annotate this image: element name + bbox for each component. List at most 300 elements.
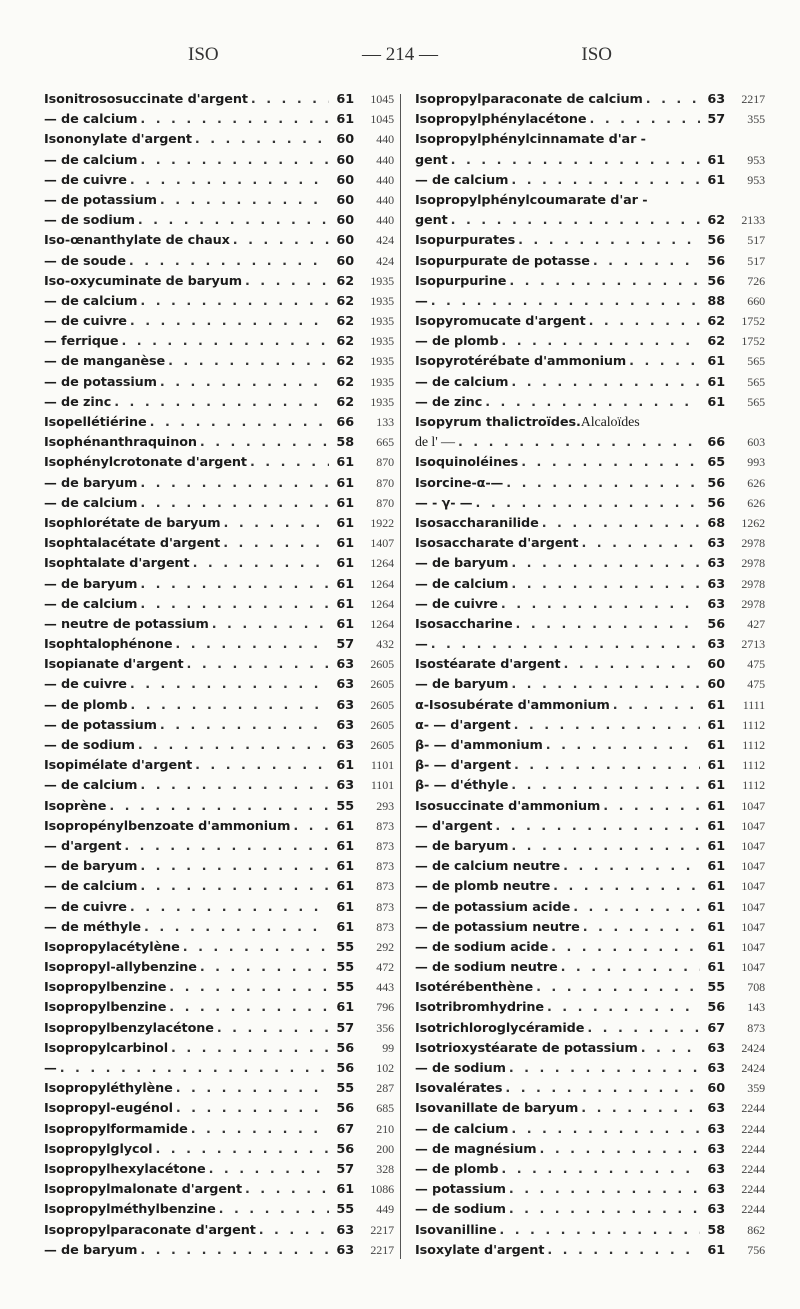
entry-page: 2217: [741, 92, 765, 106]
dot-leader: [593, 254, 700, 269]
header-right-keyword: ISO: [581, 44, 612, 65]
entry-name: — de plomb neutre: [415, 879, 551, 895]
index-entry: [415, 1122, 765, 1142]
index-entry: [44, 455, 394, 475]
entry-page: 440: [376, 132, 394, 147]
index-entry: [44, 354, 394, 374]
entry-name: Isotrichloroglycéramide: [415, 1020, 585, 1036]
entry-name: Isopropylbenzine: [44, 1000, 167, 1016]
entry-volume: 55: [336, 960, 354, 976]
entry-volume: 61: [707, 697, 725, 713]
entry-page: 1935: [370, 293, 394, 308]
entry-name: — de calcium: [44, 152, 138, 168]
index-entry: [415, 92, 765, 112]
entry-volume: 55: [336, 939, 354, 955]
index-entry: [415, 536, 765, 556]
index-entry: [44, 476, 394, 496]
entry-page: 2605: [370, 738, 394, 752]
index-entry: [44, 132, 394, 152]
dot-leader: [590, 112, 700, 127]
index-entry: [44, 677, 394, 697]
dot-leader: [511, 839, 700, 854]
entry-page: 993: [747, 455, 765, 470]
entry-name: — de baryum: [415, 556, 509, 572]
entry-name: Isovanillate de baryum: [415, 1101, 579, 1117]
entry-name: Isopropénylbenzoate d'ammonium: [44, 818, 291, 834]
entry-page: 210: [376, 1121, 394, 1136]
dot-leader: [130, 173, 329, 188]
dot-leader: [501, 597, 700, 612]
entry-name: Isostéarate d'argent: [415, 657, 561, 673]
entry-name: — de plomb: [44, 697, 128, 713]
entry-name: — de calcium: [415, 576, 509, 592]
index-entry: [44, 395, 394, 415]
index-entry: [44, 799, 394, 819]
dot-leader: [193, 556, 329, 571]
entry-volume: 61: [707, 717, 725, 733]
entry-volume: 61: [336, 758, 354, 774]
entry-name: — de baryum: [44, 859, 138, 875]
entry-name: Isopellétiérine: [44, 415, 147, 430]
entry-volume: 55: [336, 980, 354, 996]
dot-leader: [553, 879, 700, 894]
index-entry: [44, 940, 394, 960]
entry-name: — de soude: [44, 253, 126, 269]
dot-leader: [458, 435, 700, 450]
entry-volume: 63: [707, 576, 725, 592]
entry-volume: 63: [336, 657, 354, 673]
index-entry: [415, 637, 765, 657]
entry-page: 292: [376, 939, 394, 954]
entry-name: — potassium: [415, 1182, 506, 1198]
dot-leader: [60, 1061, 329, 1076]
entry-page: 427: [747, 616, 765, 631]
index-entry: [415, 1182, 765, 1202]
entry-name: Isophlorétate de baryum: [44, 515, 221, 531]
entry-name: — de calcium neutre: [415, 859, 561, 875]
entry-volume: 63: [707, 1061, 725, 1076]
entry-name: Isopropylglycol: [44, 1141, 153, 1157]
entry-name: — de sodium: [44, 738, 135, 753]
entry-name: — de sodium acide: [415, 939, 549, 955]
entry-page: 603: [747, 435, 765, 450]
entry-page: 2605: [370, 657, 394, 672]
entry-page: 1112: [742, 738, 765, 752]
entry-volume: 56: [707, 233, 725, 249]
entry-name: — de sodium: [44, 213, 135, 229]
entry-volume: 62: [336, 273, 354, 289]
entry-name: Isovalérates: [415, 1081, 503, 1097]
entry-page: 685: [376, 1101, 394, 1116]
index-column-left: [44, 92, 394, 1263]
entry-volume: 63: [336, 677, 354, 693]
entry-volume: 88: [707, 293, 725, 309]
entry-name: — de cuivre: [44, 172, 127, 188]
entry-name: de l' —: [415, 435, 455, 451]
entry-volume: 56: [707, 253, 725, 269]
entry-page: 873: [376, 879, 394, 894]
dot-leader: [223, 536, 329, 551]
entry-name: Isopimélate d'argent: [44, 758, 193, 774]
entry-name: Isopropylphénylcoumarate d'ar -: [415, 192, 648, 208]
entry-volume: 63: [707, 1202, 725, 1218]
entry-page: 1047: [741, 899, 765, 914]
entry-volume: 57: [707, 112, 725, 128]
entry-volume: 61: [336, 919, 354, 935]
entry-page: 1045: [370, 112, 394, 127]
entry-volume: 61: [336, 536, 354, 552]
dot-leader: [140, 597, 329, 612]
entry-page: 1922: [370, 515, 394, 530]
entry-volume: 56: [707, 475, 725, 491]
entry-page: 665: [376, 435, 394, 450]
dot-leader: [195, 758, 329, 773]
dot-leader: [536, 980, 700, 995]
entry-page: 1935: [370, 334, 394, 349]
dot-leader: [109, 799, 329, 814]
dot-leader: [509, 1182, 700, 1197]
entry-page: 870: [376, 495, 394, 510]
index-entry: [415, 920, 765, 940]
entry-page: 359: [747, 1081, 765, 1096]
dot-leader: [542, 516, 700, 531]
entry-name: — de calcium: [415, 172, 509, 188]
entry-name: — de potassium: [44, 192, 157, 208]
index-entry: [44, 173, 394, 193]
dot-leader: [140, 112, 329, 127]
entry-page: 726: [747, 273, 765, 288]
column-divider: [400, 94, 401, 1259]
dot-leader: [140, 153, 329, 168]
dot-leader: [219, 1202, 329, 1217]
dot-leader: [431, 294, 700, 309]
index-entry: [44, 1101, 394, 1121]
index-entry: [415, 213, 765, 233]
entry-name: — de sodium: [415, 1061, 506, 1076]
entry-page: 356: [376, 1020, 394, 1035]
entry-volume: 60: [336, 213, 354, 229]
index-entry: [415, 556, 765, 576]
entry-name: Isosaccharine: [415, 616, 513, 632]
entry-volume: 57: [336, 1161, 354, 1177]
entry-name: Isopropylacétylène: [44, 939, 180, 955]
entry-volume: 61: [336, 92, 354, 107]
index-entry: [44, 577, 394, 597]
index-entry: [415, 173, 765, 193]
entry-page: 2217: [370, 1242, 394, 1257]
entry-page: 1264: [370, 616, 394, 631]
dot-leader: [540, 1142, 700, 1157]
entry-page: 1262: [741, 515, 765, 530]
entry-volume: 62: [336, 354, 354, 370]
entry-volume: 63: [707, 1121, 725, 1137]
dot-leader: [511, 677, 700, 692]
page-number: — 214 —: [362, 44, 438, 65]
entry-volume: 62: [707, 334, 725, 350]
entry-page: 708: [747, 980, 765, 995]
index-entry: [415, 677, 765, 697]
dot-leader: [168, 354, 329, 369]
entry-page: 565: [747, 354, 765, 369]
entry-page: 1935: [370, 314, 394, 329]
dot-leader: [176, 1101, 329, 1116]
entry-page: 1407: [370, 536, 394, 551]
dot-leader: [124, 839, 329, 854]
entry-name: — de potassium acide: [415, 899, 571, 915]
dot-leader: [175, 637, 329, 652]
dot-leader: [547, 1000, 700, 1015]
entry-name: gent: [415, 152, 448, 168]
entry-name: — de baryum: [44, 1242, 138, 1258]
entry-name: — de cuivre: [415, 596, 498, 612]
entry-volume: 66: [707, 435, 725, 451]
entry-volume: 62: [707, 213, 725, 229]
index-entry: [44, 1081, 394, 1101]
entry-volume: 60: [336, 192, 354, 208]
index-entry: [44, 1182, 394, 1202]
dot-leader: [169, 980, 329, 995]
dot-leader: [200, 960, 329, 975]
index-entry: [415, 274, 765, 294]
index-entry: [415, 1223, 765, 1243]
entry-volume: 58: [336, 435, 354, 451]
header-left-keyword: ISO: [188, 44, 219, 65]
entry-page: 756: [747, 1242, 765, 1257]
index-entry: [415, 1142, 765, 1162]
index-entry: [415, 698, 765, 718]
entry-page: 2605: [370, 697, 394, 712]
entry-page: 626: [747, 475, 765, 490]
entry-name: — de calcium: [44, 495, 138, 511]
index-entry: [415, 617, 765, 637]
entry-name: — de cuivre: [44, 314, 127, 330]
dot-leader: [511, 173, 700, 188]
dot-leader: [138, 213, 329, 228]
entry-page: 1264: [370, 576, 394, 591]
dot-leader: [140, 496, 329, 511]
index-entry: [415, 799, 765, 819]
entry-volume: 62: [336, 394, 354, 410]
entry-page: 1935: [370, 374, 394, 389]
entry-page: 870: [376, 475, 394, 490]
entry-name: Isoquinoléines: [415, 455, 519, 471]
index-entry: [44, 233, 394, 253]
entry-volume: 65: [707, 455, 725, 471]
entry-name-extra: Alcaloïdes: [580, 415, 640, 430]
entry-page: 2244: [741, 1121, 765, 1136]
dot-leader: [130, 698, 329, 713]
dot-leader: [495, 819, 700, 834]
entry-volume: 63: [707, 556, 725, 572]
index-entry: [44, 920, 394, 940]
index-entry: [415, 193, 765, 213]
entry-page: 1101: [370, 758, 394, 773]
dot-leader: [140, 577, 329, 592]
dot-leader: [518, 233, 700, 248]
entry-volume: 62: [336, 334, 354, 350]
entry-volume: 63: [336, 717, 354, 733]
dot-leader: [233, 233, 329, 248]
entry-name: — de potassium neutre: [415, 919, 580, 935]
entry-name: — de sodium: [415, 1202, 506, 1218]
index-entry: [415, 476, 765, 496]
index-entry: [415, 375, 765, 395]
dot-leader: [245, 1182, 329, 1197]
entry-volume: 61: [336, 515, 354, 531]
entry-name: Isopropylformamide: [44, 1121, 188, 1137]
index-entry: [415, 980, 765, 1000]
dot-leader: [114, 395, 329, 410]
entry-volume: 63: [336, 697, 354, 713]
entry-volume: 61: [336, 818, 354, 834]
index-entry: [415, 1041, 765, 1061]
entry-volume: 56: [336, 1101, 354, 1117]
entry-name: Iso-oxycuminate de baryum: [44, 273, 242, 289]
dot-leader: [150, 415, 329, 430]
entry-page: 1047: [741, 798, 765, 813]
dot-leader: [564, 657, 700, 672]
index-entry: [44, 193, 394, 213]
dot-leader: [629, 354, 700, 369]
entry-page: 1112: [742, 778, 765, 793]
entry-volume: 61: [336, 112, 354, 128]
entry-name: Isopurpurates: [415, 233, 516, 249]
dot-leader: [476, 496, 701, 511]
entry-volume: 61: [336, 495, 354, 511]
dot-leader: [587, 1021, 700, 1036]
entry-name: α-Isosubérate d'ammonium: [415, 697, 610, 713]
index-entry: [44, 738, 394, 758]
dot-leader: [130, 900, 329, 915]
entry-page: 626: [747, 495, 765, 510]
entry-volume: 55: [707, 980, 725, 996]
entry-name: Isopropyl-allybenzine: [44, 960, 197, 976]
entry-volume: 61: [707, 838, 725, 854]
index-entry: [415, 112, 765, 132]
entry-page: 1047: [741, 818, 765, 833]
index-entry: [415, 819, 765, 839]
dot-leader: [138, 738, 329, 753]
entry-name: — de cuivre: [44, 899, 127, 915]
entry-page: 873: [376, 818, 394, 833]
index-entry: [415, 314, 765, 334]
entry-page: 565: [747, 394, 765, 409]
index-entry: [415, 132, 765, 152]
entry-page: 1047: [741, 919, 765, 934]
index-entry: [415, 1081, 765, 1101]
entry-page: 2244: [741, 1161, 765, 1176]
entry-name: — de méthyle: [44, 919, 141, 935]
index-entry: [415, 738, 765, 758]
entry-page: 2978: [741, 576, 765, 591]
index-entry: [415, 1162, 765, 1182]
index-entry: [415, 1000, 765, 1020]
index-entry: [415, 839, 765, 859]
entry-name: —: [415, 293, 428, 309]
dot-leader: [547, 1243, 700, 1258]
entry-page: 472: [376, 960, 394, 975]
entry-volume: 56: [336, 1141, 354, 1157]
index-entry: [44, 516, 394, 536]
entry-volume: 55: [336, 1081, 354, 1097]
entry-page: 424: [376, 253, 394, 268]
index-entry: [44, 657, 394, 677]
entry-page: 873: [376, 838, 394, 853]
index-entry: [44, 536, 394, 556]
entry-volume: 61: [336, 616, 354, 632]
entry-volume: 61: [707, 778, 725, 794]
dot-leader: [511, 375, 700, 390]
entry-name: Iso-œnanthylate de chaux: [44, 233, 230, 249]
entry-volume: 61: [336, 455, 354, 471]
dot-leader: [646, 92, 700, 107]
entry-volume: 63: [336, 738, 354, 753]
dot-leader: [144, 920, 329, 935]
entry-volume: 61: [707, 758, 725, 774]
entry-name: — de calcium: [44, 293, 138, 309]
index-entry: [415, 1202, 765, 1222]
entry-name: — de baryum: [415, 677, 509, 693]
entry-volume: 66: [336, 415, 354, 430]
dot-leader: [140, 778, 329, 793]
entry-page: 2244: [741, 1202, 765, 1217]
entry-volume: 61: [336, 899, 354, 915]
index-entry: [44, 617, 394, 637]
entry-volume: 61: [336, 475, 354, 491]
dot-leader: [176, 1081, 329, 1096]
entry-volume: 63: [707, 92, 725, 107]
dot-leader: [183, 940, 329, 955]
entry-page: 1112: [742, 717, 765, 732]
dot-leader: [551, 940, 700, 955]
entry-volume: 63: [336, 778, 354, 794]
index-entry: [44, 1021, 394, 1041]
index-entry: [415, 1101, 765, 1121]
entry-name: Isoxylate d'argent: [415, 1242, 545, 1258]
entry-name: — de calcium: [44, 596, 138, 612]
dot-leader: [169, 1000, 329, 1015]
entry-name: Isonitrososuccinate d'argent: [44, 92, 248, 107]
entry-volume: 63: [707, 1101, 725, 1117]
entry-name: gent: [415, 213, 448, 229]
entry-volume: 63: [707, 1141, 725, 1157]
entry-volume: 60: [707, 1081, 725, 1097]
dot-leader: [200, 435, 329, 450]
dot-leader: [224, 516, 329, 531]
index-entry: [44, 213, 394, 233]
dot-leader: [130, 314, 329, 329]
dot-leader: [499, 1223, 700, 1238]
index-entry: [415, 758, 765, 778]
entry-page: 1101: [370, 778, 394, 793]
index-entry: [415, 718, 765, 738]
index-entry: [44, 1142, 394, 1162]
entry-volume: 68: [707, 515, 725, 531]
dot-leader: [509, 1202, 700, 1217]
index-entry: [415, 879, 765, 899]
dot-leader: [485, 395, 700, 410]
entry-page: 293: [376, 798, 394, 813]
entry-name: Isopianate d'argent: [44, 657, 184, 673]
index-entry: [44, 112, 394, 132]
dot-leader: [583, 920, 700, 935]
entry-name: Isopropyl-eugénol: [44, 1101, 173, 1117]
entry-page: 1112: [742, 758, 765, 773]
entry-page: 440: [376, 152, 394, 167]
entry-volume: 61: [707, 919, 725, 935]
entry-volume: 56: [336, 1061, 354, 1076]
entry-name: Isorcine-α-—: [415, 475, 504, 491]
